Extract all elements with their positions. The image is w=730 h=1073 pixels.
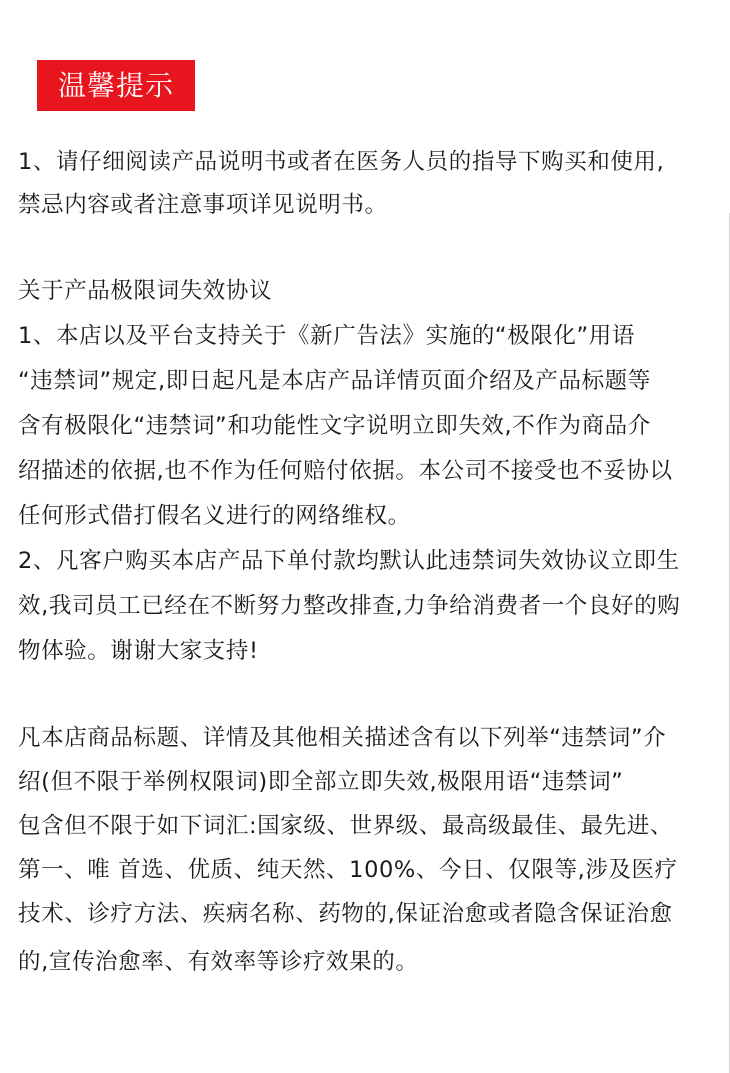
banned-words-line-5: 技术、诊疗方法、疾病名称、药物的,保证治愈或者隐含保证治愈 bbox=[18, 901, 673, 927]
agreement-clause-2-line-1: 2、凡客户购买本店产品下单付款均默认此违禁词失效协议立即生 bbox=[18, 548, 680, 574]
agreement-clause-2-line-3: 物体验。谢谢大家支持! bbox=[18, 638, 259, 664]
banned-words-line-1: 凡本店商品标题、详情及其他相关描述含有以下列举“违禁词”介 bbox=[18, 725, 667, 751]
agreement-clause-1-line-2: “违禁词”规定,即日起凡是本店产品详情页面介绍及产品标题等 bbox=[18, 368, 651, 394]
notice-title-badge bbox=[37, 60, 195, 111]
instruction-line-1: 1、请仔细阅读产品说明书或者在医务人员的指导下购买和使用, bbox=[18, 149, 665, 175]
agreement-clause-2-line-2: 效,我司员工已经在不断努力整改排查,力争给消费者一个良好的购 bbox=[18, 593, 681, 619]
notice-title: 温馨提示 bbox=[57, 69, 174, 102]
agreement-clause-1-line-4: 绍描述的依据,也不作为任何赔付依据。本公司不接受也不妥协以 bbox=[18, 458, 673, 484]
agreement-clause-1-line-5: 任何形式借打假名义进行的网络维权。 bbox=[18, 503, 411, 529]
agreement-clause-1-line-3: 含有极限化“违禁词”和功能性文字说明立即失效,不作为商品介 bbox=[18, 413, 651, 439]
banned-words-line-2: 绍(但不限于举例权限词)即全部立即失效,极限用语“违禁词” bbox=[18, 769, 624, 795]
banned-words-line-6: 的,宣传治愈率、有效率等诊疗效果的。 bbox=[18, 949, 419, 975]
instruction-line-2: 禁忌内容或者注意事项详见说明书。 bbox=[18, 192, 388, 218]
banned-words-line-4: 第一、唯 首选、优质、纯天然、100%、今日、仅限等,涉及医疗 bbox=[18, 857, 678, 883]
agreement-clause-1-line-1: 1、本店以及平台支持关于《新广告法》实施的“极限化”用语 bbox=[18, 323, 635, 349]
banned-words-line-3: 包含但不限于如下词汇:国家级、世界级、最高级最佳、最先进、 bbox=[18, 813, 673, 839]
agreement-title: 关于产品极限词失效协议 bbox=[18, 278, 273, 304]
